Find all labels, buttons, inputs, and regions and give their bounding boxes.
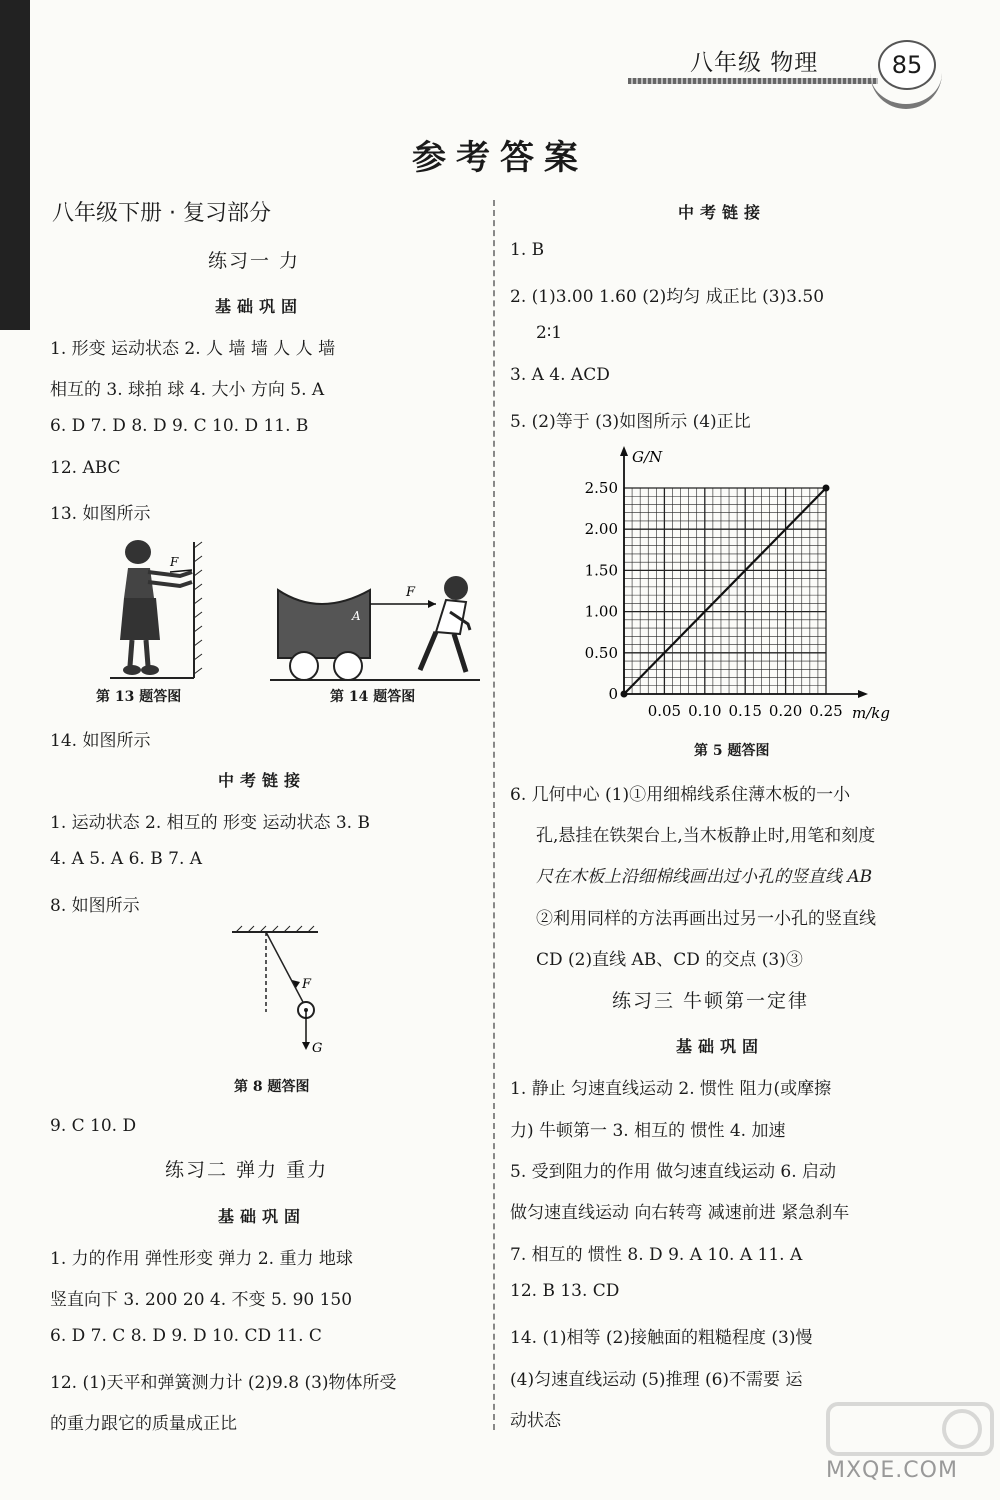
answer-line: 孔,悬挂在铁架台上,当木板静止时,用笔和刻度: [536, 826, 876, 846]
answer-line: 相互的 3. 球拍 球 4. 大小 方向 5. A: [50, 380, 325, 400]
exercise-1-title: 练习一 力: [208, 250, 301, 272]
force-label-f: F: [170, 555, 179, 569]
figure-13-illustration: [110, 538, 210, 680]
y-axis-arrow: [620, 446, 628, 456]
answer-line: 12. (1)天平和弹簧测力计 (2)9.8 (3)物体所受: [50, 1373, 397, 1393]
answer-line: 5. (2)等于 (3)如图所示 (4)正比: [510, 412, 751, 432]
answer-line: 1. 运动状态 2. 相互的 形变 运动状态 3. B: [50, 813, 370, 833]
answer-line: 12. ABC: [50, 458, 121, 478]
header-rule: [628, 78, 878, 84]
answer-line: 14. (1)相等 (2)接触面的粗糙程度 (3)慢: [510, 1328, 813, 1348]
x-tick-label: 0.10: [688, 702, 722, 720]
y-tick-label: 2.00: [584, 520, 618, 539]
answer-line: (4)匀速直线运动 (5)推理 (6)不需要 运: [510, 1370, 803, 1390]
basic-heading: 基础巩固: [218, 1207, 307, 1226]
answer-line: 7. 相互的 惯性 8. D 9. A 10. A 11. A: [510, 1245, 803, 1265]
x-tick-label: 0.25: [809, 702, 843, 720]
force-label-f: F: [406, 585, 416, 600]
answer-line: 6. D 7. C 8. D 9. D 10. CD 11. C: [50, 1326, 322, 1346]
answer-line: 2∶1: [536, 323, 563, 343]
y-tick-label: 0: [608, 685, 618, 703]
y-tick-label: 0.50: [584, 643, 618, 662]
answer-line: 6. 几何中心 (1)①用细棉线系住薄木板的一小: [510, 785, 851, 805]
answer-line: 1. 静止 匀速直线运动 2. 惯性 阻力(或摩擦: [510, 1079, 832, 1099]
answer-line: 13. 如图所示: [50, 504, 151, 524]
exam-link-heading: 中考链接: [218, 771, 307, 790]
answer-line: 动状态: [510, 1411, 561, 1431]
y-tick-label: 1.00: [584, 602, 618, 621]
answer-line: 1. 形变 运动状态 2. 人 墙 墙 人 人 墙: [50, 339, 336, 359]
answer-line: 3. A 4. ACD: [510, 365, 610, 385]
column-divider: [493, 200, 495, 1430]
force-label-f: F: [302, 977, 312, 992]
answer-line: 14. 如图所示: [50, 731, 151, 751]
data-point: [823, 485, 830, 492]
figure-8-illustration: [226, 924, 346, 1060]
figure-8-caption: 第 8 题答图: [234, 1079, 310, 1095]
answer-line: CD (2)直线 AB、CD 的交点 (3)③: [536, 950, 803, 970]
answer-line: 尺在木板上沿细棉线画出过小孔的竖直线 AB: [536, 867, 873, 887]
y-tick-label: 1.50: [584, 561, 618, 580]
answer-line: 8. 如图所示: [50, 896, 140, 916]
watermark-text: MXQE.COM: [826, 1458, 958, 1483]
x-tick-label: 0.05: [647, 702, 682, 720]
page-number: 85: [878, 40, 936, 90]
x-tick-label: 0.20: [768, 702, 803, 720]
answer-line: ②利用同样的方法再画出过另一小孔的竖直线: [536, 909, 876, 929]
answer-line: 做匀速直线运动 向右转弯 减速前进 紧急刹车: [510, 1203, 850, 1223]
exercise-3-title: 练习三 牛顿第一定律: [612, 990, 810, 1012]
section-title: 八年级下册 · 复习部分: [52, 201, 271, 226]
figure-13-caption: 第 13 题答图: [96, 689, 182, 705]
answer-line: 力) 牛顿第一 3. 相互的 惯性 4. 加速: [510, 1121, 786, 1141]
y-tick-label: 2.50: [584, 479, 618, 497]
answer-line: 1. 力的作用 弹性形变 弹力 2. 重力 地球: [50, 1249, 353, 1269]
x-tick-label: 0.15: [728, 702, 762, 720]
gravity-mass-chart: [560, 440, 900, 730]
basic-heading: 基础巩固: [676, 1037, 765, 1056]
force-label-g: G: [312, 1041, 323, 1056]
answer-line: 竖直向下 3. 200 20 4. 不变 5. 90 150: [50, 1290, 353, 1310]
answer-line: 9. C 10. D: [50, 1116, 137, 1136]
answer-line: 6. D 7. D 8. D 9. C 10. D 11. B: [50, 416, 309, 436]
x-axis-arrow: [858, 690, 868, 698]
data-point: [621, 691, 628, 698]
x-axis-label: m/kg: [852, 704, 890, 722]
basic-heading: 基础巩固: [215, 297, 304, 316]
exam-link-heading: 中考链接: [678, 203, 767, 222]
exercise-2-title: 练习二 弹力 重力: [165, 1159, 329, 1181]
figure-14-caption: 第 14 题答图: [330, 689, 416, 705]
answer-line: 2. (1)3.00 1.60 (2)均匀 成正比 (3)3.50: [510, 287, 825, 307]
y-axis-label: G/N: [632, 448, 663, 466]
series-line: [624, 488, 826, 694]
answer-line: 4. A 5. A 6. B 7. A: [50, 849, 203, 869]
answer-line: 的重力跟它的质量成正比: [50, 1414, 237, 1434]
answer-line: 12. B 13. CD: [510, 1281, 620, 1301]
figure-5-caption: 第 5 题答图: [694, 743, 770, 759]
point-label-a: A: [352, 609, 361, 623]
figure-14-illustration: [270, 568, 490, 686]
page-title: 参考答案: [412, 138, 588, 178]
answer-line: 5. 受到阻力的作用 做匀速直线运动 6. 启动: [510, 1162, 837, 1182]
answer-line: 1. B: [510, 240, 545, 260]
header-grade-subject: 八年级 物理: [690, 50, 819, 76]
watermark-logo: [822, 1398, 998, 1498]
